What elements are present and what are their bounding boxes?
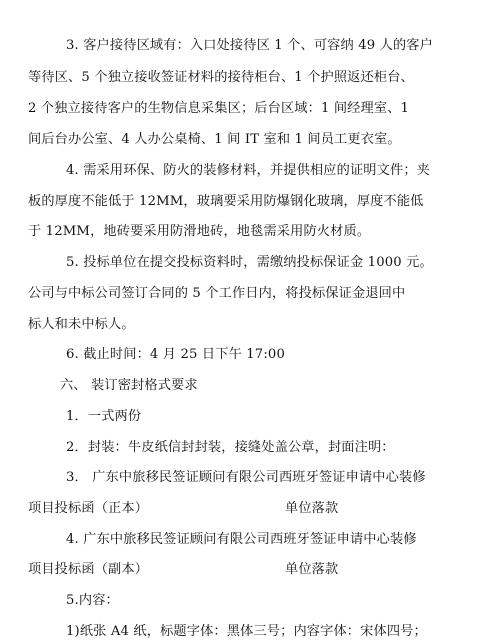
text-line-9: 公司与中标公司签订合同的 5 个工作日内，将投标保证金退回中 [28, 286, 406, 301]
text-line-20: 1)纸张 A4 纸，标题字体：黑体三号；内容字体：宋体四号； [66, 624, 427, 639]
text-line-11: 6. 截止时间：4 月 25 日下午 17:00 [66, 347, 286, 362]
text-line-2: 等待区、5 个独立接收签证材料的接待柜台、1 个护照返还柜台、 [28, 70, 414, 85]
text-line-19: 5.内容： [66, 593, 119, 608]
text-line-3: 2 个独立接待客户的生物信息采集区；后台区域：1 间经理室、1 [28, 101, 410, 116]
text-line-15: 3． 广东中旅移民签证顾问有限公司西班牙签证申请中心装修 [66, 470, 426, 485]
text-line-6: 板的厚度不能低于 12MM，玻璃要采用防爆钢化玻璃，厚度不能低 [28, 194, 424, 209]
text-line-14: 2．封装：牛皮纸信封封装，接缝处盖公章，封面注明： [66, 440, 395, 455]
text-line-8: 5. 投标单位在提交投标资料时，需缴纳投标保证金 1000 元。 [66, 255, 433, 270]
section-heading: 六、 装订密封格式要求 [60, 378, 198, 393]
text-line-10: 标人和未中标人。 [28, 317, 135, 332]
text-line-1: 3. 客户接待区域有：入口处接待区 1 个、可容纳 49 人的客户 [66, 38, 433, 53]
label-original-copy: 项目投标函（正本） [28, 501, 149, 516]
text-line-13: 1．一式两份 [66, 409, 142, 424]
text-line-4: 间后台办公室、4 人办公桌椅、1 间 IT 室和 1 间员工更衣室。 [28, 132, 401, 147]
label-duplicate-copy: 项目投标函（副本） [28, 562, 149, 577]
text-line-16 [28, 499, 480, 518]
text-line-18 [28, 560, 480, 579]
seal-label-2: 单位落款 [285, 562, 339, 577]
text-line-17: 4. 广东中旅移民签证顾问有限公司西班牙签证申请中心装修 [66, 532, 417, 547]
seal-label-1: 单位落款 [285, 501, 339, 516]
text-line-7: 于 12MM，地砖要采用防滑地砖，地毯需采用防火材质。 [28, 224, 371, 239]
text-line-5: 4. 需采用环保、防火的装修材料，并提供相应的证明文件；夹 [66, 163, 430, 178]
